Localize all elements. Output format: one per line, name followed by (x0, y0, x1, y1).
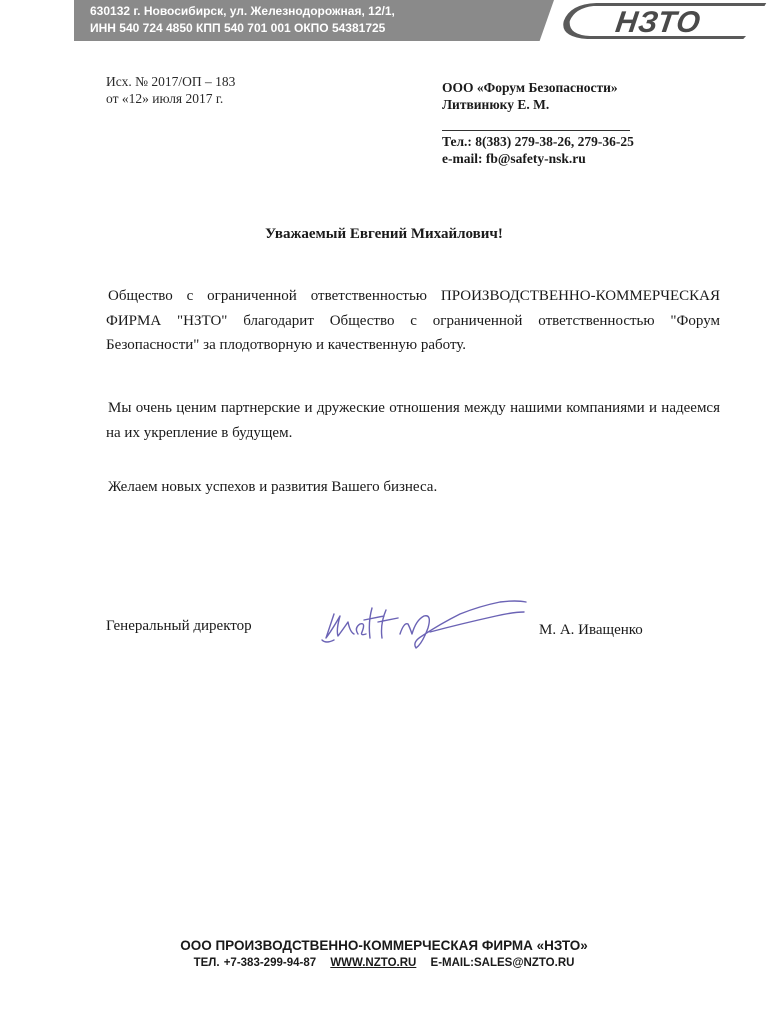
body-paragraph-2: Мы очень ценим партнерские и дружеские отношения между нашими компаниями и надеемся на их укрепление в будущем. (106, 400, 720, 441)
footer-phone: ТЕЛ. +7-383-299-94-87 (193, 957, 317, 969)
outgoing-reference (106, 73, 235, 107)
recipient-phone: Тел.: 8(383) 279-38-26, 279-36-25 (442, 134, 634, 149)
footer-company: ООО ПРОИЗВОДСТВЕННО-КОММЕРЧЕСКАЯ ФИРМА «НЗТО» (180, 938, 588, 953)
outgoing-number: Исх. № 2017/ОП – 183 (106, 74, 236, 89)
handwritten-signature (320, 594, 530, 654)
signatory-title: Генеральный директор (106, 618, 252, 634)
recipient-company: ООО «Форум Безопасности» (442, 80, 618, 95)
recipient-person: Литвинюку Е. М. (442, 97, 550, 112)
company-address: 630132 г. Новосибирск, ул. Железнодорожная, 12/1, (90, 4, 395, 18)
company-requisites: ИНН 540 724 4850 КПП 540 701 001 ОКПО 54381725 (90, 21, 386, 35)
logo-text: НЗТО (613, 6, 704, 39)
body-paragraph-3: Желаем новых успехов и развития Вашего бизнеса. (108, 479, 438, 495)
body-paragraph-1: Общество с ограниченной ответственностью ПРОИЗВОДСТВЕННО-КОММЕРЧЕСКАЯ ФИРМА "НЗТО" благодарит Общество с ограниченной ответственностью "Форум Безопасности" за плодотворную и качественную работу. (106, 288, 720, 353)
recipient-email: e-mail: fb@safety-nsk.ru (442, 151, 586, 166)
nzto-logo (555, 0, 767, 42)
footer-email[interactable]: E-MAIL:SALES@NZTO.RU (430, 957, 575, 969)
signatory-name: М. А. Иващенко (539, 622, 643, 638)
greeting: Уважаемый Евгений Михайлович! (265, 226, 503, 242)
recipient-contacts (442, 133, 634, 167)
outgoing-date: от «12» июля 2017 г. (106, 91, 224, 106)
footer-contacts (0, 955, 768, 971)
letterhead (0, 0, 768, 42)
footer (0, 938, 768, 971)
footer-website-link[interactable]: WWW.NZTO.RU (330, 957, 417, 969)
letterhead-text (90, 3, 395, 37)
recipient-block (442, 79, 618, 113)
recipient-divider (442, 130, 630, 131)
